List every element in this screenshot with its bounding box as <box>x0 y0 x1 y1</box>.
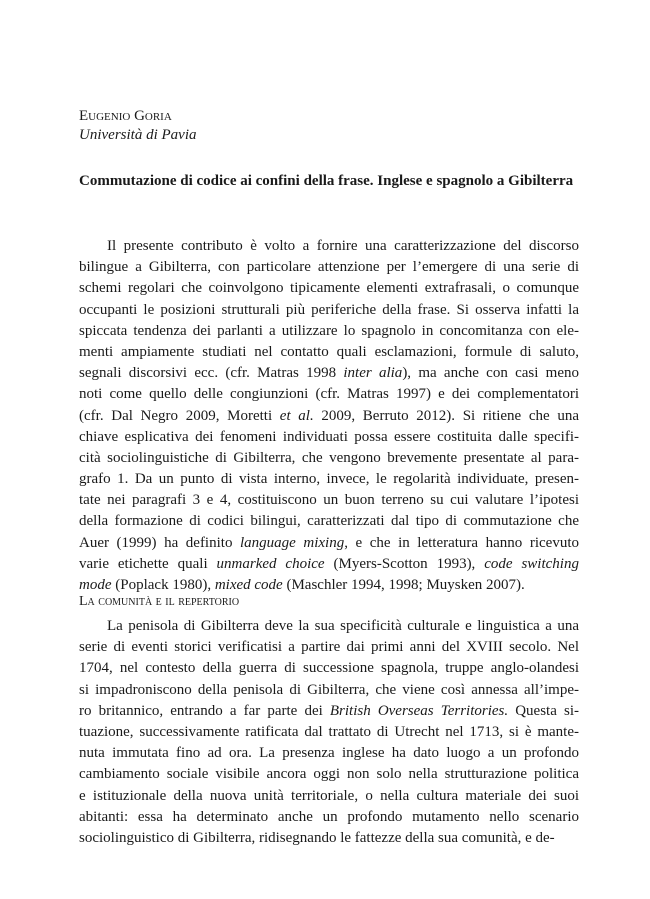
text-run: bilingue a Gibilterra, con particolare attenzione per l’emergere di una serie di <box>79 259 579 276</box>
text-run: tate nei paragrafi 3 e 4, costituiscono un buon terreno su cui valutare l’ipotesi <box>79 492 579 509</box>
italic-text: inter alia <box>343 365 403 382</box>
text-run: Il presente contributo è volto a fornire una caratterizzazione del discorso <box>107 238 579 254</box>
text-run: cambiamento sociale visibile ancora oggi non solo nella strutturazione politica <box>79 766 579 783</box>
text-run: e istituzionale della nuova unità territoriale, o nella cultura materiale dei suoi <box>79 787 579 804</box>
text-line <box>79 448 579 469</box>
text-line <box>79 722 579 743</box>
text-run: 1704, nel contesto della guerra di successione spagnola, truppe anglo-olandesi <box>79 660 579 677</box>
section-heading: La comunità e il repertorio <box>79 594 240 609</box>
text-run: cità sociolinguistiche di Gibilterra, che vengono brevemente presentate al para- <box>79 449 579 466</box>
text-run: chiave esplicativa dei fenomeni individuati possa essere costituita dalle specifi- <box>79 428 579 445</box>
text-run: La penisola di Gibilterra deve la sua specificità culturale e linguistica a una <box>107 618 579 634</box>
text-run: abitanti: essa ha determinato anche un profondo mutamento nello scenario <box>79 808 579 825</box>
text-line <box>79 743 579 764</box>
text-run: della formazione di codici bilingui, caratterizzati dal tipo di commutazione che <box>79 513 579 530</box>
text-line <box>79 406 579 427</box>
text-line <box>79 658 579 679</box>
text-run: noti come quello delle congiunzioni (cfr. Matras 1997) e dei complementatori <box>79 386 579 403</box>
italic-text: et al. <box>279 407 314 424</box>
text-line <box>79 257 579 278</box>
text-run: spiccata tendenza dei parlanti a utilizzare lo spagnolo in concomitanza con ele- <box>79 322 579 339</box>
text-line <box>79 637 579 658</box>
text-run: sociolinguistico di Gibilterra, ridisegnando le fattezze della sua comunità, e de- <box>79 829 555 846</box>
text-line <box>79 701 579 722</box>
text-line <box>79 278 579 299</box>
text-line <box>79 680 579 701</box>
text-run: occupanti le posizioni strutturali più periferiche della frase. Si osserva infatti la <box>79 301 579 318</box>
text-run: 2009, Berruto 2012). Si ritiene che una <box>313 407 579 424</box>
text-line <box>79 807 579 828</box>
text-run: (Maschler 1994, 1998; Muysken 2007). <box>282 577 525 593</box>
text-run: Auer (1999) ha definito <box>79 534 240 551</box>
italic-text: mode <box>79 577 112 593</box>
text-line <box>79 786 579 807</box>
text-run: ), ma anche con casi meno <box>402 365 579 382</box>
text-run: , e che in letteratura hanno ricevuto <box>344 534 579 551</box>
author-name: Eugenio Goria <box>79 108 172 124</box>
text-line <box>79 469 579 490</box>
text-line <box>79 384 579 405</box>
text-line <box>79 300 579 321</box>
author-affiliation: Università di Pavia <box>79 127 197 143</box>
text-line <box>79 427 579 448</box>
italic-text: unmarked choice <box>216 555 325 572</box>
text-run: ro britannico, entrando a far parte dei <box>79 702 330 719</box>
text-line <box>79 616 579 637</box>
text-line <box>79 490 579 511</box>
italic-text: language mixing <box>240 534 345 551</box>
text-line <box>79 342 579 363</box>
text-run: schemi regolari che coinvolgono tipicamente elementi extrafrasali, o comunque <box>79 280 579 297</box>
text-line <box>79 828 579 849</box>
text-run: nuta immutata fino ad ora. La presenza inglese ha dato luogo a un profondo <box>79 745 579 762</box>
text-line <box>79 321 579 342</box>
italic-text: British Overseas Territories. <box>329 702 509 719</box>
text-line <box>79 236 579 257</box>
text-run: (Poplack 1980), <box>111 577 215 593</box>
text-run: serie di eventi storici verificatisi a partire dai primi anni del XVIII secolo. Nel <box>79 639 579 656</box>
text-run: (Myers-Scotton 1993), <box>324 555 485 572</box>
italic-text: mixed code <box>214 577 283 593</box>
text-run: menti ampiamente studiati nel contatto quali esclamazioni, formule di saluto, <box>79 343 579 360</box>
text-run: segnali discorsivi ecc. (cfr. Matras 1998 <box>79 365 344 382</box>
text-run: (cfr. Dal Negro 2009, Moretti <box>79 407 280 424</box>
text-run: grafo 1. Da un punto di vista interno, invece, le regolarità individuate, presen- <box>79 471 579 488</box>
text-line <box>79 764 579 785</box>
text-run: si impadroniscono della penisola di Gibilterra, che viene così annessa all’impe- <box>79 681 579 698</box>
paper-title: Commutazione di codice ai confini della frase. Inglese e spagnolo a Gibilterra <box>79 173 574 189</box>
text-line <box>79 363 579 384</box>
text-line <box>79 554 579 575</box>
text-line <box>79 533 579 554</box>
abstract-paragraph <box>79 236 579 596</box>
text-line <box>79 511 579 532</box>
text-run: varie etichette quali <box>79 555 217 572</box>
italic-text: code switching <box>484 555 579 572</box>
text-run: tuazione, successivamente ratificata dal trattato di Utrecht nel 1713, si è mante- <box>79 723 579 740</box>
text-run: Questa si- <box>508 702 579 719</box>
body-paragraph <box>79 616 579 849</box>
